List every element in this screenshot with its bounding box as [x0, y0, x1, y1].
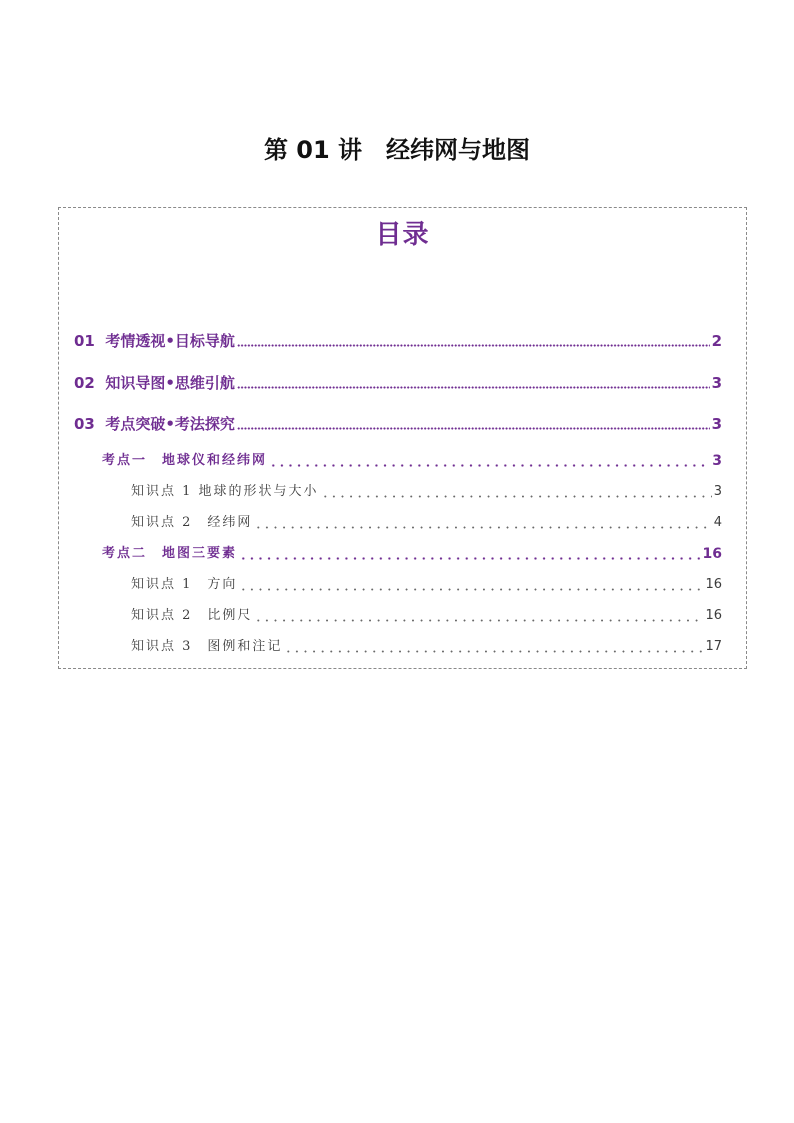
leader-dots [254, 526, 711, 529]
table-of-contents [58, 207, 747, 669]
leader-dots [321, 495, 712, 498]
toc-entry-page: 16 [705, 577, 722, 592]
toc-entry-page: 16 [705, 608, 722, 623]
toc-entry-kaodian-1[interactable] [102, 451, 722, 471]
toc-entry-page: 2 [711, 332, 722, 350]
leader-dots [284, 650, 703, 653]
toc-entry-page: 3 [713, 484, 722, 499]
toc-entry-label: 02 知识导图•思维引航 [74, 374, 235, 392]
toc-entry-zhishidian-1-1[interactable] [131, 482, 722, 502]
leader-dots [239, 557, 701, 560]
toc-entry-label: 考点二 地图三要素 [102, 546, 238, 561]
toc-entry-01[interactable] [74, 331, 722, 351]
toc-entry-label: 01 考情透视•目标导航 [74, 332, 235, 350]
toc-entry-label: 知识点 3 图例和注记 [131, 639, 283, 654]
toc-entry-zhishidian-2-2[interactable] [131, 606, 722, 626]
toc-entry-page: 16 [702, 546, 722, 562]
toc-entry-page: 3 [711, 415, 722, 433]
leader-dots [237, 386, 710, 389]
document-title: 第 01 讲 经纬网与地图 [263, 136, 531, 164]
leader-dots [237, 427, 710, 430]
leader-dots [237, 344, 710, 347]
toc-entry-page: 17 [705, 639, 722, 654]
toc-entry-zhishidian-2-3[interactable] [131, 637, 722, 657]
toc-entry-label: 考点一 地球仪和经纬网 [102, 453, 268, 468]
toc-entry-label: 知识点 1 地球的形状与大小 [131, 484, 319, 499]
toc-entry-03[interactable] [74, 414, 722, 434]
leader-dots [239, 588, 703, 591]
leader-dots [269, 464, 710, 467]
toc-entry-page: 4 [713, 515, 722, 530]
toc-entry-label: 知识点 2 比例尺 [131, 608, 253, 623]
toc-entry-page: 3 [712, 453, 722, 469]
toc-heading: 目录 [375, 220, 430, 250]
toc-entry-page: 3 [711, 374, 722, 392]
toc-entry-zhishidian-1-2[interactable] [131, 513, 722, 533]
leader-dots [254, 619, 703, 622]
toc-entry-label: 知识点 2 经纬网 [131, 515, 253, 530]
toc-entry-label: 03 考点突破•考法探究 [74, 415, 235, 433]
toc-entry-label: 知识点 1 方向 [131, 577, 238, 592]
toc-entry-kaodian-2[interactable] [102, 544, 722, 564]
toc-entry-zhishidian-2-1[interactable] [131, 575, 722, 595]
toc-entry-02[interactable] [74, 373, 722, 393]
